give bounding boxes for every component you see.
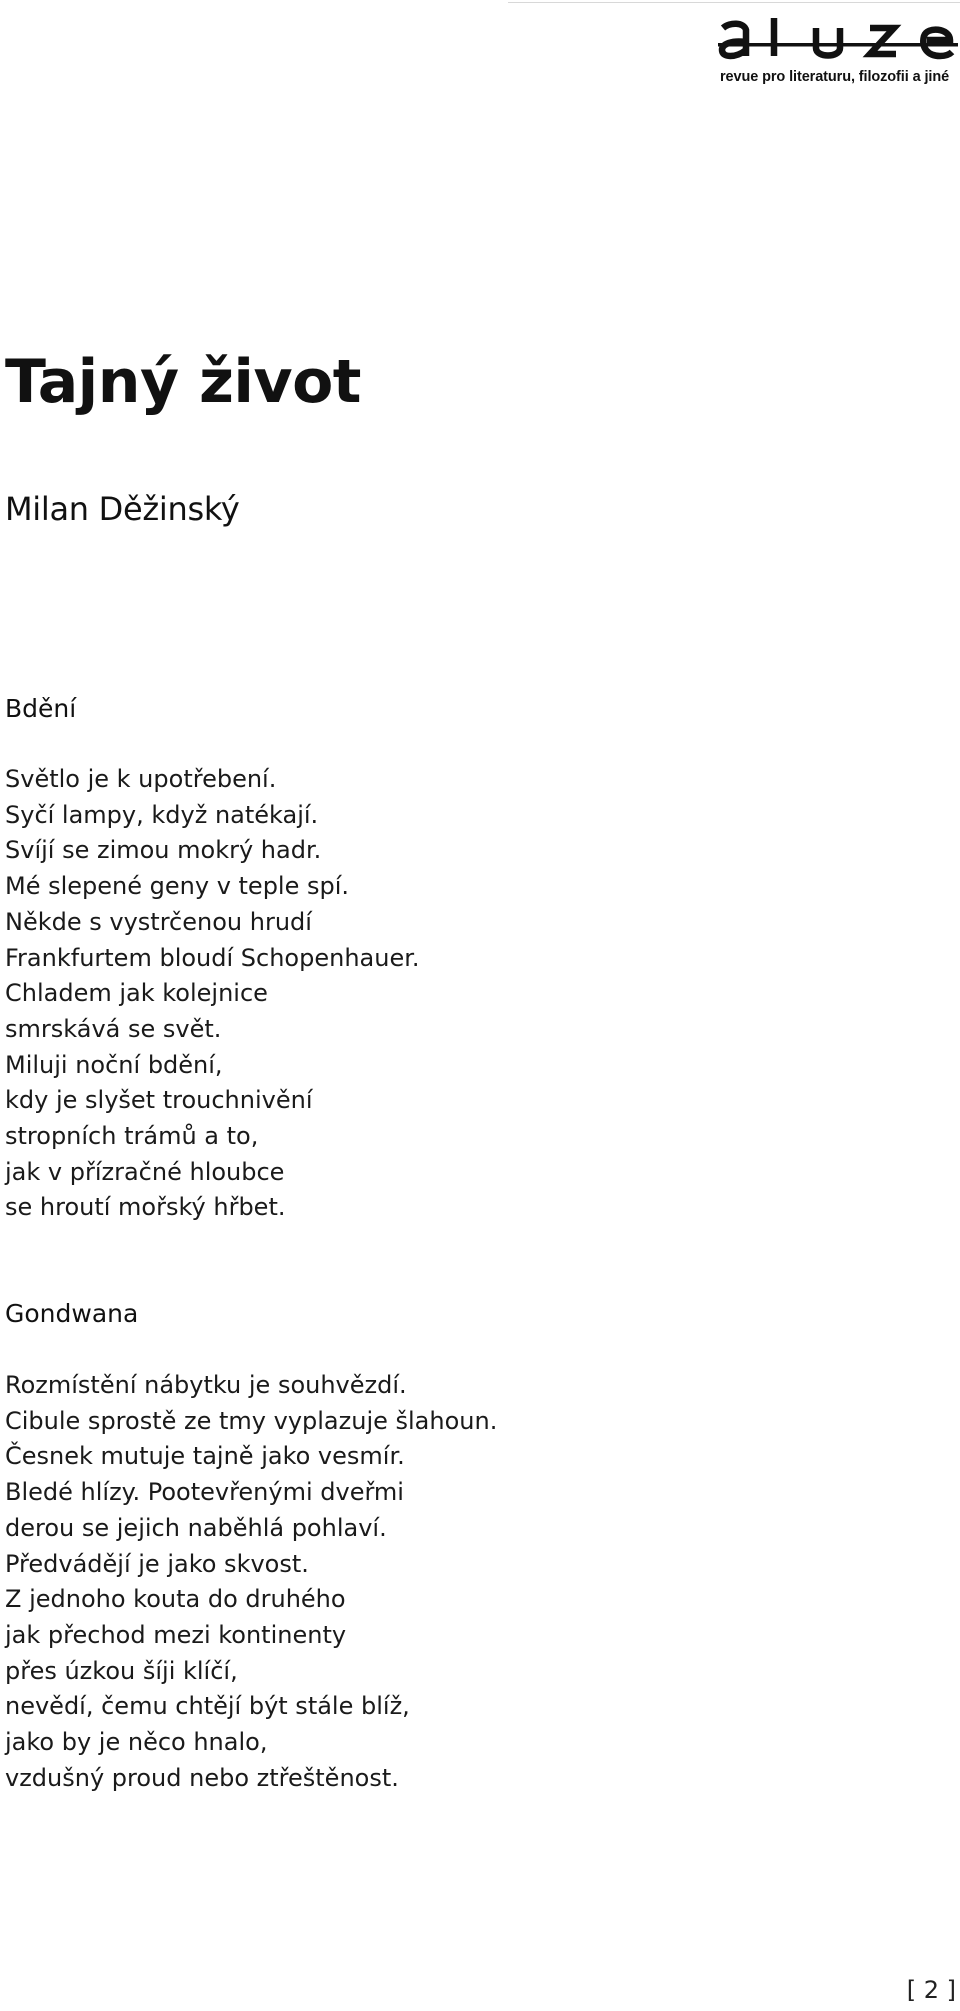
poem-line: stropních trámů a to, — [5, 1122, 259, 1151]
article-title: Tajný život — [5, 347, 361, 417]
poem-line: jak přechod mezi kontinenty — [5, 1620, 347, 1649]
aluze-logo — [718, 14, 958, 94]
poem-line: Chladem jak kolejnice — [5, 979, 268, 1008]
poem-line: nevědí, čemu chtějí být stále blíž, — [5, 1692, 410, 1721]
poem-bdeni — [5, 696, 420, 1226]
poem-title: Bdění — [5, 694, 77, 723]
poem-line: derou se jejich naběhlá pohlaví. — [5, 1513, 387, 1542]
poem-title: Gondwana — [5, 1299, 139, 1328]
poem-line: vzdušný proud nebo ztřeštěnost. — [5, 1763, 399, 1792]
logo-tagline: revue pro literaturu, filozofii a jiné — [720, 69, 950, 85]
poem-line: Miluji noční bdění, — [5, 1050, 223, 1079]
poem-line: Svíjí se zimou mokrý hadr. — [5, 836, 322, 865]
poem-body — [5, 1368, 497, 1796]
poem-body — [5, 762, 420, 1226]
article-author: Milan Děžinský — [5, 490, 240, 528]
poem-line: Bledé hlízy. Pootevřenými dveřmi — [5, 1478, 404, 1507]
poem-line: přes úzkou šíji klíčí, — [5, 1656, 238, 1685]
poem-line: smrskává se svět. — [5, 1014, 222, 1043]
poem-gondwana — [5, 1301, 497, 1796]
poem-line: Cibule sprostě ze tmy vyplazuje šlahoun. — [5, 1406, 498, 1435]
poem-line: Světlo je k upotřebení. — [5, 765, 277, 793]
poem-line: jako by je něco hnalo, — [5, 1728, 268, 1757]
poem-line: Česnek mutuje tajně jako vesmír. — [5, 1442, 405, 1471]
aluze-wordmark — [718, 14, 958, 70]
poem-line: Z jednoho kouta do druhého — [5, 1585, 346, 1614]
poem-line: Mé slepené geny v teple spí. — [5, 872, 350, 901]
page-number: [ 2 ] — [906, 1976, 956, 2004]
poem-line: Frankfurtem bloudí Schopenhauer. — [5, 943, 420, 972]
poem-line: se hroutí mořský hřbet. — [5, 1193, 286, 1222]
poem-line: Někde s vystrčenou hrudí — [5, 907, 312, 936]
poem-line: Rozmístění nábytku je souhvězdí. — [5, 1371, 407, 1399]
poem-line: Syčí lampy, když natékají. — [5, 800, 319, 829]
header-rule — [508, 2, 960, 3]
poem-line: Předvádějí je jako skvost. — [5, 1549, 309, 1578]
poem-line: jak v přízračné hloubce — [5, 1157, 285, 1186]
poem-line: kdy je slyšet trouchnivění — [5, 1086, 313, 1115]
